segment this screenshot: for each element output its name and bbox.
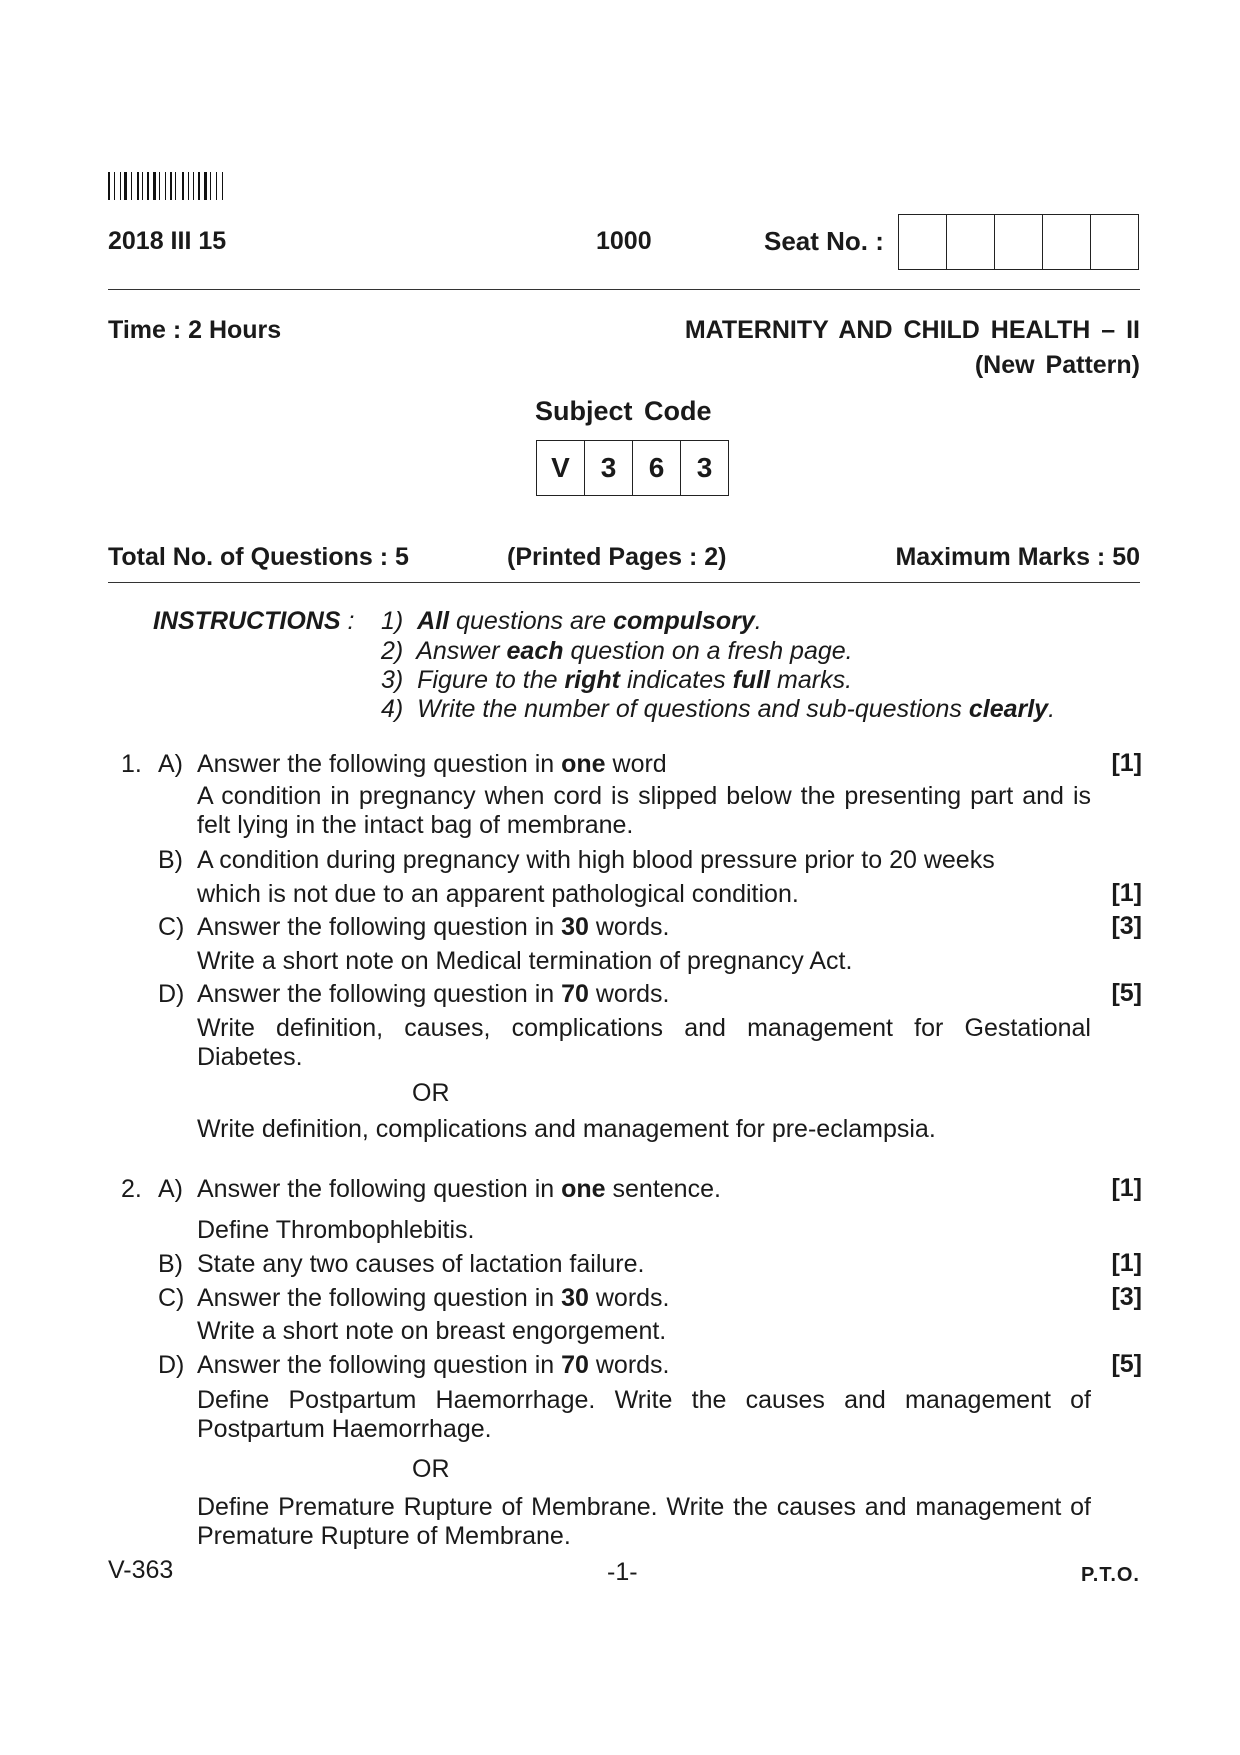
question-prompt: Answer the following question in one sentence. xyxy=(197,1175,721,1203)
question-prompt: Answer the following question in 30 words. xyxy=(197,1284,670,1312)
subject-code-boxes xyxy=(536,440,729,496)
instruction-item: 4) Write the number of questions and sub-questions clearly. xyxy=(381,695,1056,723)
marks: [5] xyxy=(1111,1350,1142,1378)
marks: [3] xyxy=(1111,1283,1142,1311)
total-questions: Total No. of Questions : 5 xyxy=(108,543,409,571)
divider xyxy=(108,289,1140,290)
seat-box[interactable] xyxy=(899,215,947,269)
time-label: Time : 2 Hours xyxy=(108,316,282,344)
subquestion-label: B) xyxy=(158,846,183,874)
question-text: Define Postpartum Haemorrhage. Write the causes and management of Postpartum Haemorrhage. xyxy=(197,1386,1091,1443)
question-number: 2. xyxy=(121,1175,142,1203)
footer-code: V-363 xyxy=(108,1556,174,1584)
question-text: Define Premature Rupture of Membrane. Write the causes and management of Premature Rupture of Membrane. xyxy=(197,1493,1091,1550)
marks: [1] xyxy=(1111,1249,1142,1277)
marks: [1] xyxy=(1111,1174,1142,1202)
subquestion-label: B) xyxy=(158,1250,183,1278)
marks: [1] xyxy=(1111,749,1142,777)
seat-box[interactable] xyxy=(947,215,995,269)
question-text: which is not due to an apparent pathological condition. xyxy=(197,880,799,908)
question-prompt: Answer the following question in 70 words. xyxy=(197,980,670,1008)
seat-box[interactable] xyxy=(995,215,1043,269)
pto-label: P.T.O. xyxy=(1081,1564,1140,1586)
copies-count: 1000 xyxy=(596,227,652,255)
or-separator: OR xyxy=(412,1455,450,1483)
divider xyxy=(108,582,1140,583)
question-text: Write definition, complications and management for pre-eclampsia. xyxy=(197,1115,936,1143)
code-char: 6 xyxy=(633,441,681,495)
instruction-item: 3) Figure to the right indicates full marks. xyxy=(381,666,853,694)
marks: [1] xyxy=(1111,879,1142,907)
maximum-marks: Maximum Marks : 50 xyxy=(895,543,1140,571)
question-text: State any two causes of lactation failure. xyxy=(197,1250,645,1278)
question-text: Write a short note on breast engorgement. xyxy=(197,1317,667,1345)
seat-box[interactable] xyxy=(1091,215,1138,269)
subquestion-label: D) xyxy=(158,980,185,1008)
question-text: Define Thrombophlebitis. xyxy=(197,1216,475,1244)
seat-box[interactable] xyxy=(1043,215,1091,269)
subject-title: MATERNITY AND CHILD HEALTH – II xyxy=(684,316,1140,344)
subquestion-label: C) xyxy=(158,1284,185,1312)
exam-code: 2018 III 15 xyxy=(108,227,227,255)
question-prompt: Answer the following question in one word xyxy=(197,750,667,778)
question-prompt: Answer the following question in 30 words. xyxy=(197,913,670,941)
instruction-item: 2) Answer each question on a fresh page. xyxy=(381,637,853,665)
subquestion-label: A) xyxy=(158,1175,183,1203)
question-number: 1. xyxy=(121,750,142,778)
code-char: 3 xyxy=(696,452,713,483)
page-number: -1- xyxy=(607,1558,638,1586)
instruction-item: 1) All questions are compulsory. xyxy=(381,607,762,635)
seat-label: Seat No. : xyxy=(764,226,884,256)
question-text: Write definition, causes, complications and management for Gestational Diabetes. xyxy=(197,1014,1091,1071)
printed-pages: (Printed Pages : 2) xyxy=(507,543,727,571)
marks: [5] xyxy=(1111,979,1142,1007)
subquestion-label: A) xyxy=(158,750,183,778)
pattern-label: (New Pattern) xyxy=(974,351,1140,379)
code-char: 3 xyxy=(585,441,633,495)
subquestion-label: C) xyxy=(158,913,185,941)
or-separator: OR xyxy=(412,1079,450,1107)
code-char: V xyxy=(537,441,585,495)
subquestion-label: D) xyxy=(158,1351,185,1379)
barcode xyxy=(108,172,250,200)
instructions-label: INSTRUCTIONS : xyxy=(153,607,355,635)
question-text: A condition during pregnancy with high blood pressure prior to 20 weeks xyxy=(197,846,995,874)
question-text: A condition in pregnancy when cord is slipped below the presenting part and is felt lying in the intact bag of membrane. xyxy=(197,782,1091,839)
subject-code-label: Subject Code xyxy=(535,396,712,426)
marks: [3] xyxy=(1111,912,1142,940)
question-text: Write a short note on Medical termination of pregnancy Act. xyxy=(197,947,853,975)
question-prompt: Answer the following question in 70 words. xyxy=(197,1351,670,1379)
seat-number-boxes[interactable] xyxy=(898,214,1139,270)
